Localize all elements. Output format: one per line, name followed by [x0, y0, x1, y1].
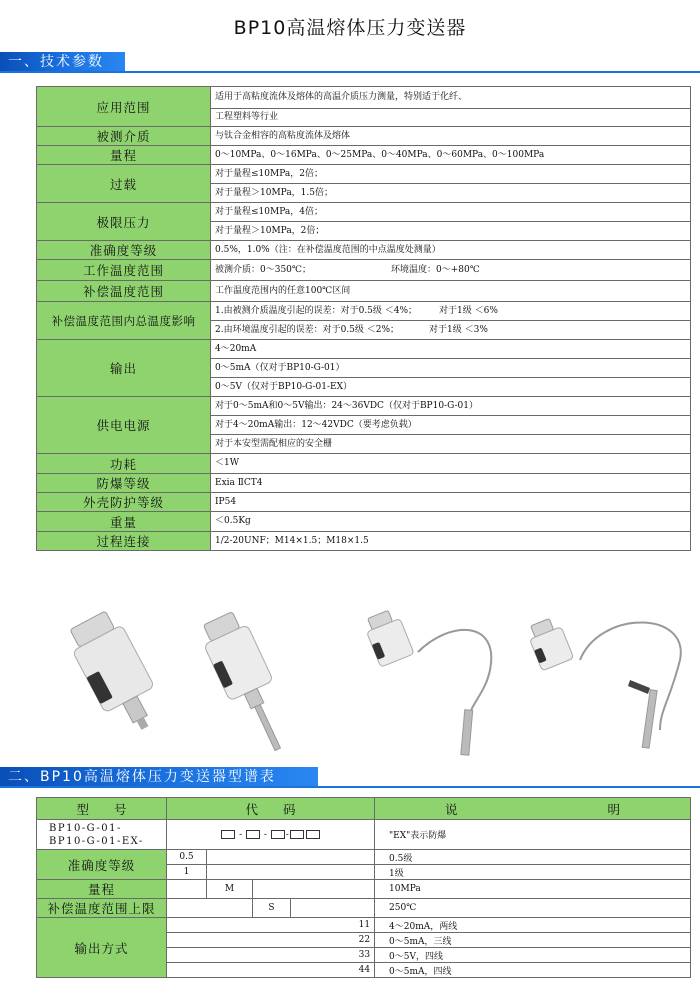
cell-desc: 1级: [375, 865, 691, 880]
work-temp-medium: 被测介质：0～350℃；: [215, 264, 311, 275]
section-header-label: 一、技术参数: [8, 54, 104, 70]
code-cell: M: [207, 880, 253, 899]
row-label: 输出方式: [37, 918, 167, 978]
cell-desc: 0～5V，四线: [375, 948, 691, 963]
row-label: 极限压力: [37, 203, 211, 241]
code-cell: 0.5: [167, 850, 207, 865]
transmitter-photo-2: [195, 605, 345, 755]
cell-value: 对于0～5mA和0～5V输出：24～36VDC（仅对于BP10-G-01）: [211, 397, 691, 416]
cell-desc: 250℃: [375, 899, 691, 918]
cell-value: 对于4～20mA输出：12～42VDC（要考虑负载）: [211, 416, 691, 435]
cell-value: [211, 302, 691, 321]
cell-value: IP54: [211, 493, 691, 512]
code-box: [221, 830, 235, 839]
cell-value: 1/2-20UNF；M14×1.5；M18×1.5: [211, 532, 691, 551]
row-label: 补偿温度范围上限: [37, 899, 167, 918]
code-box: [306, 830, 320, 839]
code-cell: 22: [167, 933, 375, 948]
row-label: 准确度等级: [37, 241, 211, 260]
transmitter-photo-4: [520, 600, 690, 760]
cell-desc: 10MPa: [375, 880, 691, 899]
row-label: 补偿温度范围: [37, 281, 211, 302]
work-temp-ambient: 环境温度：0～+80℃: [390, 264, 480, 275]
cell-value: 适用于高粘度流体及熔体的高温介质压力测量，特别适于化纤、: [211, 87, 691, 109]
row-label: 量程: [37, 880, 167, 899]
cell-value: 0.5%，1.0%（注：在补偿温度范围的中点温度处测量）: [211, 241, 691, 260]
product-photos: [0, 600, 700, 760]
cell-value: 0～5V（仅对于BP10-G-01-EX）: [211, 378, 691, 397]
row-label: 准确度等级: [37, 850, 167, 880]
section-header-label: 二、BP10高温熔体压力变送器型谱表: [8, 769, 276, 785]
model-type-2: BP10-G-01-EX-: [49, 835, 144, 847]
comp-effect-medium-05: 1.由被测介质温度引起的误差：对于0.5级 ＜4%；: [215, 305, 418, 316]
cell-value: 0～5mA（仅对于BP10-G-01）: [211, 359, 691, 378]
section-header-model-table: [0, 767, 318, 787]
cell-value: Exia ⅡCT4: [211, 474, 691, 493]
comp-effect-ambient-05: 2.由环境温度引起的误差：对于0.5级 ＜2%；: [215, 324, 400, 335]
section-header-tech-params: [0, 52, 125, 72]
cell-desc: 0～5mA，四线: [375, 963, 691, 978]
transmitter-photo-1: [55, 600, 205, 730]
page-title: BP10高温熔体压力变送器: [233, 17, 467, 39]
row-label: 补偿温度范围内总温度影响: [37, 302, 211, 340]
model-type-cell: [37, 820, 167, 850]
section-divider: [0, 71, 700, 73]
code-cell: 11: [167, 918, 375, 933]
model-type-1: BP10-G-01-: [49, 822, 122, 834]
cell-value: 工作温度范围内的任意100℃区间: [211, 281, 691, 302]
cell-desc: 4～20mA，两线: [375, 918, 691, 933]
code-box: [290, 830, 304, 839]
cell-value: 对于量程≤10MPa，2倍；: [211, 165, 691, 184]
cell-value: [211, 260, 691, 281]
code-cell: S: [253, 899, 291, 918]
model-spectrum-table: [36, 797, 691, 978]
header-desc: 说 明: [375, 798, 691, 820]
row-label: 量程: [37, 146, 211, 165]
cell-value: 对于本安型需配相应的安全栅: [211, 435, 691, 454]
row-label: 应用范围: [37, 87, 211, 127]
cell-value: 对于量程＞10MPa，2倍；: [211, 222, 691, 241]
section-divider: [0, 786, 700, 788]
row-label: 输出: [37, 340, 211, 397]
row-label: 供电电源: [37, 397, 211, 454]
row-label: 过载: [37, 165, 211, 203]
cell-desc: "EX"表示防爆: [375, 820, 691, 850]
header-code: 代 码: [167, 798, 375, 820]
cell-value: 对于量程＞10MPa，1.5倍；: [211, 184, 691, 203]
cell-value: 对于量程≤10MPa，4倍；: [211, 203, 691, 222]
row-label: 被测介质: [37, 127, 211, 146]
transmitter-photo-3: [360, 600, 510, 760]
tech-params-table: [36, 86, 691, 551]
row-label: 外壳防护等级: [37, 493, 211, 512]
cell-value: 工程塑料等行业: [211, 109, 691, 127]
cell-value: [211, 321, 691, 340]
cell-desc: 0.5级: [375, 850, 691, 865]
code-box: [246, 830, 260, 839]
row-label: 防爆等级: [37, 474, 211, 493]
code-placeholder-boxes: - - -: [167, 820, 375, 850]
header-type: 型 号: [37, 798, 167, 820]
code-box: [271, 830, 285, 839]
row-label: 功耗: [37, 454, 211, 474]
code-cell: 44: [167, 963, 375, 978]
cell-value: ＜0.5Kg: [211, 512, 691, 532]
cell-value: 4～20mA: [211, 340, 691, 359]
cell-value: 0～10MPa、0～16MPa、0～25MPa、0～40MPa、0～60MPa、0～100MPa: [211, 146, 691, 165]
cell-value: ＜1W: [211, 454, 691, 474]
row-label: 过程连接: [37, 532, 211, 551]
cell-desc: 0～5mA，三线: [375, 933, 691, 948]
code-cell: 1: [167, 865, 207, 880]
cell-value: 与钛合金相容的高粘度流体及熔体: [211, 127, 691, 146]
comp-effect-medium-1: 对于1级 ＜6%: [439, 305, 498, 316]
row-label: 工作温度范围: [37, 260, 211, 281]
comp-effect-ambient-1: 对于1级 ＜3%: [429, 324, 488, 335]
code-cell: 33: [167, 948, 375, 963]
row-label: 重量: [37, 512, 211, 532]
